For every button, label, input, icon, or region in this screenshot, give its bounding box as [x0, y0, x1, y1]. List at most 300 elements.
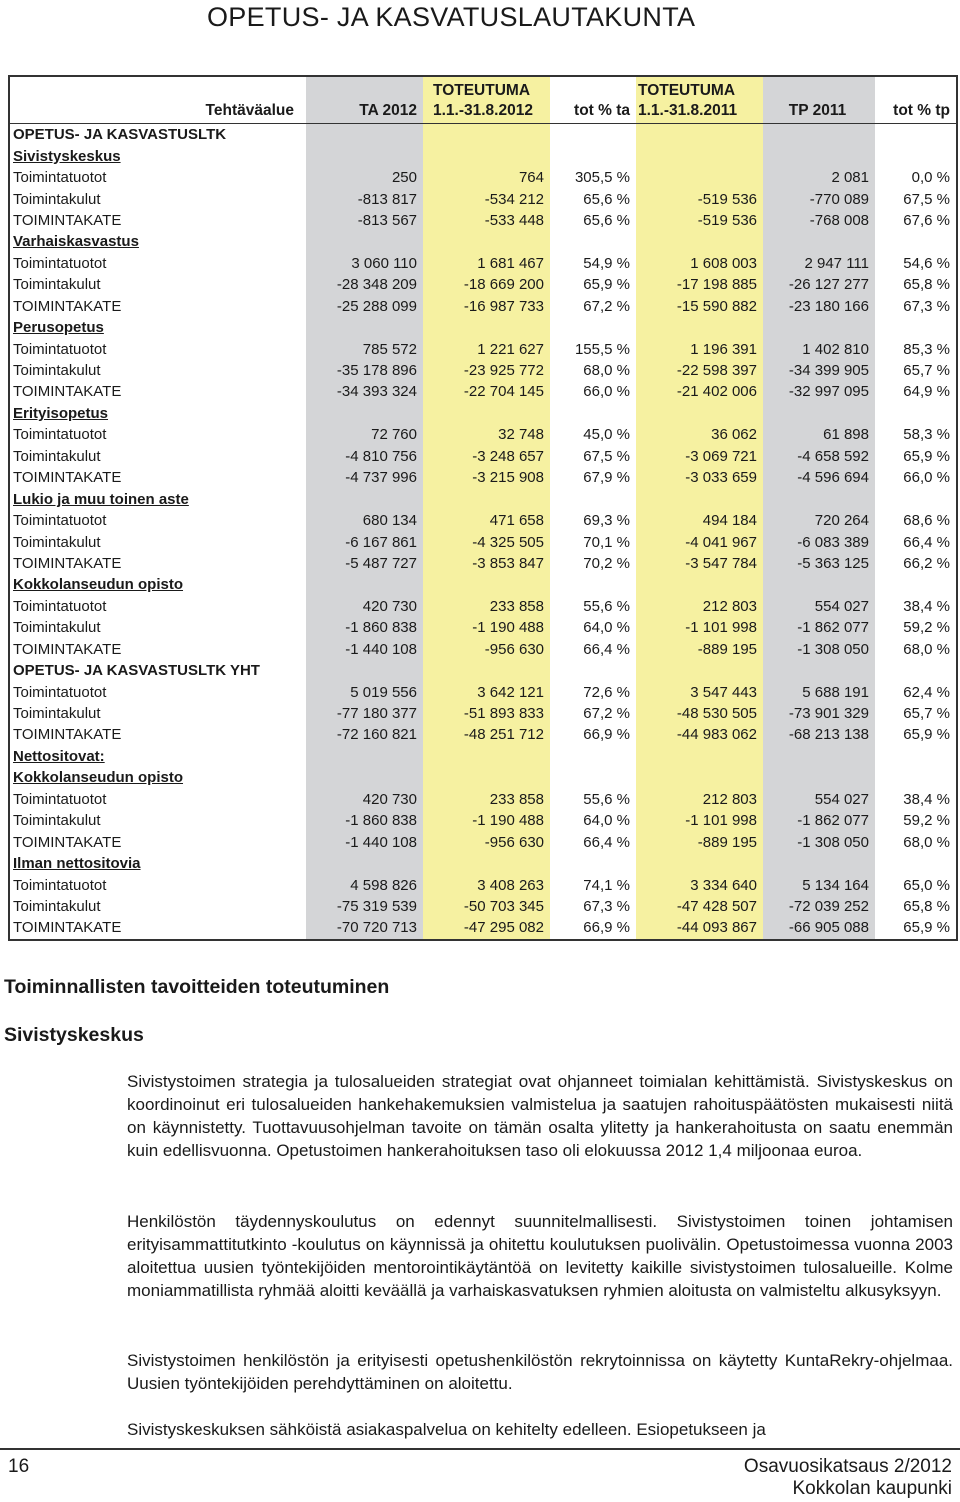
cell-tot-pct-tp [875, 145, 957, 166]
cell-tot-pct-ta: 65,6 % [550, 188, 636, 209]
row-label: Toimintakulut [9, 617, 306, 638]
cell-ta-2012: -77 180 377 [306, 703, 423, 724]
table-row [9, 810, 957, 831]
cell-ta-2012: 72 760 [306, 424, 423, 445]
cell-tot-pct-ta [550, 853, 636, 874]
row-label: TOIMINTAKATE [9, 381, 306, 402]
table-row [9, 188, 957, 209]
cell-toteutuma-2012: 32 748 [423, 424, 550, 445]
cell-tp-2011: 61 898 [763, 424, 875, 445]
section-label: Perusopetus [9, 317, 306, 338]
row-label: TOIMINTAKATE [9, 831, 306, 852]
table-row [9, 338, 957, 359]
header-ta-2012: TA 2012 [306, 76, 423, 124]
cell-toteutuma-2012: -534 212 [423, 188, 550, 209]
row-label: Toimintakulut [9, 188, 306, 209]
cell-tp-2011: -4 596 694 [763, 467, 875, 488]
table-row [9, 467, 957, 488]
page-title: OPETUS- JA KASVATUSLAUTAKUNTA [207, 2, 696, 32]
cell-tot-pct-ta [550, 124, 636, 146]
cell-toteutuma-2011: 36 062 [636, 424, 763, 445]
row-label: Toimintakulut [9, 531, 306, 552]
cell-tot-pct-tp: 85,3 % [875, 338, 957, 359]
cell-tot-pct-ta: 65,9 % [550, 274, 636, 295]
cell-ta-2012: 250 [306, 167, 423, 188]
row-label: TOIMINTAKATE [9, 467, 306, 488]
cell-tot-pct-ta: 74,1 % [550, 874, 636, 895]
cell-tp-2011: 554 027 [763, 789, 875, 810]
cell-tot-pct-ta: 65,6 % [550, 210, 636, 231]
table-row [9, 789, 957, 810]
cell-tot-pct-ta: 64,0 % [550, 617, 636, 638]
section-label: Ilman nettositovia [9, 853, 306, 874]
row-label: Toimintakulut [9, 446, 306, 467]
header-tot-pct-ta: tot % ta [550, 76, 636, 124]
row-label: Toimintatuotot [9, 167, 306, 188]
cell-tot-pct-ta: 67,9 % [550, 467, 636, 488]
cell-toteutuma-2012 [423, 317, 550, 338]
cell-tot-pct-tp: 65,7 % [875, 360, 957, 381]
cell-toteutuma-2012 [423, 145, 550, 166]
header-toteutuma-2011-line2: 1.1.-31.8.2011 [638, 102, 738, 119]
cell-ta-2012 [306, 124, 423, 146]
cell-ta-2012: -6 167 861 [306, 531, 423, 552]
cell-toteutuma-2011: 1 608 003 [636, 253, 763, 274]
cell-toteutuma-2012: -3 215 908 [423, 467, 550, 488]
cell-ta-2012 [306, 403, 423, 424]
header-tehtavaalue: Tehtäväalue [9, 76, 306, 124]
cell-ta-2012: -4 810 756 [306, 446, 423, 467]
cell-ta-2012: 420 730 [306, 596, 423, 617]
cell-ta-2012: -1 440 108 [306, 639, 423, 660]
table-row [9, 446, 957, 467]
cell-toteutuma-2012: -3 853 847 [423, 553, 550, 574]
cell-tp-2011: -26 127 277 [763, 274, 875, 295]
cell-tot-pct-tp: 65,8 % [875, 274, 957, 295]
section-label: Kokkolanseudun opisto [9, 767, 306, 788]
row-label: TOIMINTAKATE [9, 296, 306, 317]
cell-toteutuma-2011: -44 983 062 [636, 724, 763, 745]
cell-tp-2011: -32 997 095 [763, 381, 875, 402]
cell-tot-pct-ta: 155,5 % [550, 338, 636, 359]
row-label: Toimintatuotot [9, 789, 306, 810]
cell-tp-2011 [763, 231, 875, 252]
row-label: Toimintatuotot [9, 874, 306, 895]
cell-tot-pct-ta [550, 145, 636, 166]
cell-ta-2012: -75 319 539 [306, 896, 423, 917]
cell-tot-pct-tp: 66,0 % [875, 467, 957, 488]
cell-tot-pct-tp: 54,6 % [875, 253, 957, 274]
cell-toteutuma-2012 [423, 124, 550, 146]
cell-tp-2011 [763, 767, 875, 788]
cell-tp-2011: -4 658 592 [763, 446, 875, 467]
cell-tp-2011: -66 905 088 [763, 917, 875, 939]
cell-tot-pct-tp [875, 317, 957, 338]
cell-tp-2011 [763, 403, 875, 424]
header-toteutuma-2011 [636, 76, 763, 124]
cell-ta-2012 [306, 746, 423, 767]
cell-ta-2012: -34 393 324 [306, 381, 423, 402]
cell-tp-2011: -6 083 389 [763, 531, 875, 552]
table-section-row [9, 767, 957, 788]
section-label: Kokkolanseudun opisto [9, 574, 306, 595]
cell-toteutuma-2012: -533 448 [423, 210, 550, 231]
table-section-row [9, 145, 957, 166]
cell-tot-pct-tp: 65,8 % [875, 896, 957, 917]
cell-tot-pct-ta [550, 231, 636, 252]
cell-toteutuma-2011 [636, 853, 763, 874]
table-row [9, 510, 957, 531]
table-section-row [9, 124, 957, 146]
row-label: Toimintakulut [9, 360, 306, 381]
cell-toteutuma-2012: -23 925 772 [423, 360, 550, 381]
cell-tot-pct-tp: 38,4 % [875, 596, 957, 617]
row-label: Toimintatuotot [9, 510, 306, 531]
cell-tot-pct-ta [550, 767, 636, 788]
row-label: Toimintakulut [9, 810, 306, 831]
table-row [9, 596, 957, 617]
cell-ta-2012: -25 288 099 [306, 296, 423, 317]
cell-tot-pct-tp: 59,2 % [875, 617, 957, 638]
section-label: Varhaiskasvastus [9, 231, 306, 252]
table-section-row [9, 574, 957, 595]
cell-tp-2011: -34 399 905 [763, 360, 875, 381]
cell-tot-pct-tp: 65,9 % [875, 917, 957, 939]
cell-tp-2011: 5 688 191 [763, 681, 875, 702]
cell-tot-pct-tp [875, 767, 957, 788]
cell-ta-2012: 5 019 556 [306, 681, 423, 702]
cell-tot-pct-tp: 66,4 % [875, 531, 957, 552]
table-row [9, 274, 957, 295]
cell-toteutuma-2011: -1 101 998 [636, 810, 763, 831]
cell-toteutuma-2012: -16 987 733 [423, 296, 550, 317]
cell-tot-pct-ta: 67,2 % [550, 296, 636, 317]
header-toteutuma-2012 [423, 76, 550, 124]
cell-tot-pct-tp [875, 660, 957, 681]
cell-tp-2011: 720 264 [763, 510, 875, 531]
cell-toteutuma-2012: 1 681 467 [423, 253, 550, 274]
cell-tot-pct-tp: 67,3 % [875, 296, 957, 317]
cell-tot-pct-tp: 65,9 % [875, 446, 957, 467]
cell-tp-2011: 2 081 [763, 167, 875, 188]
cell-toteutuma-2011 [636, 231, 763, 252]
cell-ta-2012 [306, 767, 423, 788]
cell-tot-pct-ta: 66,9 % [550, 724, 636, 745]
row-label: Toimintatuotot [9, 424, 306, 445]
cell-toteutuma-2012 [423, 231, 550, 252]
header-tp-2011: TP 2011 [763, 76, 875, 124]
table-row [9, 703, 957, 724]
header-tot-pct-tp: tot % tp [875, 76, 957, 124]
cell-tot-pct-tp: 58,3 % [875, 424, 957, 445]
cell-tot-pct-tp: 68,0 % [875, 639, 957, 660]
cell-toteutuma-2011: 212 803 [636, 789, 763, 810]
row-label: TOIMINTAKATE [9, 724, 306, 745]
table-row [9, 553, 957, 574]
cell-toteutuma-2011: 3 547 443 [636, 681, 763, 702]
cell-ta-2012: -70 720 713 [306, 917, 423, 939]
cell-tp-2011: 5 134 164 [763, 874, 875, 895]
cell-tp-2011: -1 862 077 [763, 810, 875, 831]
cell-tp-2011: -1 308 050 [763, 831, 875, 852]
cell-toteutuma-2012: 3 642 121 [423, 681, 550, 702]
cell-toteutuma-2011: 212 803 [636, 596, 763, 617]
cell-toteutuma-2011: -44 093 867 [636, 917, 763, 939]
cell-tp-2011 [763, 317, 875, 338]
table-row [9, 874, 957, 895]
page-number: 16 [8, 1456, 30, 1477]
cell-ta-2012 [306, 853, 423, 874]
table-row [9, 681, 957, 702]
paragraph: Sivistystoimen strategia ja tulosalueiden strategiat ovat ohjanneet toimialan kehittämistä. Sivistyskeskus on koordinoinut eri tulosalueiden hankehakemuksien valmistelua ja saatujen rahoituspäätösten mukaisesti niitä on käynnistetty. Tuottavuusohjelman tavoite on tämän osalta ylitetty ja hankerahoitusta on saatu enemmän kuin edellisvuonna. Opetustoimen hankerahoituksen taso oli elokuussa 2012 1,4 miljoonaa euroa. [127, 1072, 953, 1160]
paragraph: Henkilöstön täydennyskoulutus on edennyt suunnitelmallisesti. Sivistystoimen toinen johtamisen erityisammattitutkinto -koulutus on käynnissä ja ohitettu koulutuksen puolivälin. Opetustoimessa vuonna 2003 aloitettua uusien työntekijöiden mentorointikäytäntöä on levitetty kaikille sivistystoimen tulosalueille. Kolme moniammatillista ryhmää aloitti keväällä ja varhaiskasvatuksen ryhmien aloitusta on valmisteltu alkusyksyyn. [127, 1212, 953, 1300]
cell-ta-2012 [306, 574, 423, 595]
cell-tp-2011 [763, 853, 875, 874]
header-toteutuma-2012-line1: TOTEUTUMA [433, 82, 531, 99]
cell-ta-2012: -813 817 [306, 188, 423, 209]
cell-tot-pct-tp [875, 574, 957, 595]
cell-tot-pct-ta: 66,4 % [550, 831, 636, 852]
cell-tp-2011: 2 947 111 [763, 253, 875, 274]
cell-tp-2011: -770 089 [763, 188, 875, 209]
cell-tot-pct-tp [875, 231, 957, 252]
section-label: OPETUS- JA KASVASTUSLTK YHT [9, 660, 306, 681]
subsection-heading: Sivistyskeskus [4, 1024, 144, 1046]
table-section-row [9, 660, 957, 681]
cell-tot-pct-tp [875, 853, 957, 874]
table-section-row [9, 403, 957, 424]
cell-tot-pct-ta: 55,6 % [550, 789, 636, 810]
cell-toteutuma-2011 [636, 124, 763, 146]
cell-tot-pct-tp: 64,9 % [875, 381, 957, 402]
cell-toteutuma-2012: -956 630 [423, 639, 550, 660]
cell-tot-pct-ta: 67,5 % [550, 446, 636, 467]
cell-tot-pct-tp: 67,5 % [875, 188, 957, 209]
cell-ta-2012: 3 060 110 [306, 253, 423, 274]
section-label: Sivistyskeskus [9, 145, 306, 166]
cell-ta-2012: 785 572 [306, 338, 423, 359]
cell-ta-2012: -72 160 821 [306, 724, 423, 745]
cell-ta-2012 [306, 488, 423, 509]
cell-tot-pct-ta [550, 403, 636, 424]
cell-toteutuma-2011 [636, 145, 763, 166]
cell-toteutuma-2012: -48 251 712 [423, 724, 550, 745]
table-row [9, 831, 957, 852]
table-row [9, 917, 957, 939]
cell-toteutuma-2011 [636, 767, 763, 788]
cell-tot-pct-ta [550, 488, 636, 509]
cell-tp-2011 [763, 145, 875, 166]
cell-tot-pct-ta: 67,2 % [550, 703, 636, 724]
cell-toteutuma-2011: 1 196 391 [636, 338, 763, 359]
cell-tot-pct-ta [550, 574, 636, 595]
table-row [9, 253, 957, 274]
table-section-row [9, 317, 957, 338]
cell-toteutuma-2012: 1 221 627 [423, 338, 550, 359]
cell-tot-pct-tp [875, 403, 957, 424]
cell-tot-pct-tp: 65,0 % [875, 874, 957, 895]
cell-ta-2012: -35 178 896 [306, 360, 423, 381]
cell-tot-pct-ta [550, 317, 636, 338]
cell-toteutuma-2012 [423, 660, 550, 681]
table-row [9, 617, 957, 638]
cell-toteutuma-2012 [423, 767, 550, 788]
cell-toteutuma-2012 [423, 853, 550, 874]
paragraph: Sivistystoimen henkilöstön ja erityisesti opetushenkilöstön rekrytoinnissa on käytetty KuntaRekry-ohjelmaa. Uusien työntekijöiden perehdyttäminen on aloitettu. [127, 1351, 953, 1393]
cell-toteutuma-2011: -889 195 [636, 639, 763, 660]
cell-toteutuma-2012: -50 703 345 [423, 896, 550, 917]
cell-tot-pct-tp [875, 746, 957, 767]
cell-tp-2011: 1 402 810 [763, 338, 875, 359]
cell-toteutuma-2012: -47 295 082 [423, 917, 550, 939]
cell-toteutuma-2012: -1 190 488 [423, 617, 550, 638]
row-label: TOIMINTAKATE [9, 917, 306, 939]
row-label: Toimintatuotot [9, 338, 306, 359]
header-toteutuma-2012-line2: 1.1.-31.8.2012 [433, 102, 533, 119]
cell-tot-pct-ta: 45,0 % [550, 424, 636, 445]
cell-tp-2011 [763, 746, 875, 767]
cell-tot-pct-tp: 68,6 % [875, 510, 957, 531]
row-label: Toimintatuotot [9, 596, 306, 617]
cell-toteutuma-2011: -48 530 505 [636, 703, 763, 724]
cell-toteutuma-2012 [423, 574, 550, 595]
cell-tot-pct-ta [550, 660, 636, 681]
header-toteutuma-2011-line1: TOTEUTUMA [638, 82, 736, 99]
cell-tp-2011 [763, 660, 875, 681]
cell-toteutuma-2011 [636, 317, 763, 338]
cell-tp-2011: -73 901 329 [763, 703, 875, 724]
cell-tot-pct-ta: 66,0 % [550, 381, 636, 402]
cell-ta-2012: -5 487 727 [306, 553, 423, 574]
table-row [9, 360, 957, 381]
cell-tp-2011: -5 363 125 [763, 553, 875, 574]
cell-toteutuma-2011: -21 402 006 [636, 381, 763, 402]
cell-toteutuma-2011: -519 536 [636, 188, 763, 209]
cell-toteutuma-2012: -4 325 505 [423, 531, 550, 552]
cell-toteutuma-2011 [636, 167, 763, 188]
cell-tp-2011 [763, 574, 875, 595]
cell-tot-pct-tp: 66,2 % [875, 553, 957, 574]
table-row [9, 210, 957, 231]
cell-toteutuma-2012: -956 630 [423, 831, 550, 852]
row-label: Toimintatuotot [9, 253, 306, 274]
cell-tot-pct-ta: 70,2 % [550, 553, 636, 574]
cell-toteutuma-2012 [423, 746, 550, 767]
table-row [9, 381, 957, 402]
table-row [9, 167, 957, 188]
table-section-row [9, 488, 957, 509]
cell-tp-2011: -1 862 077 [763, 617, 875, 638]
row-label: TOIMINTAKATE [9, 553, 306, 574]
cell-tot-pct-ta: 55,6 % [550, 596, 636, 617]
cell-toteutuma-2012: 3 408 263 [423, 874, 550, 895]
cell-tot-pct-tp: 68,0 % [875, 831, 957, 852]
cell-toteutuma-2011: -519 536 [636, 210, 763, 231]
table-row [9, 724, 957, 745]
cell-toteutuma-2011 [636, 488, 763, 509]
cell-tot-pct-tp: 59,2 % [875, 810, 957, 831]
cell-toteutuma-2012 [423, 488, 550, 509]
cell-toteutuma-2012: 471 658 [423, 510, 550, 531]
cell-tot-pct-ta: 305,5 % [550, 167, 636, 188]
cell-tp-2011: -23 180 166 [763, 296, 875, 317]
cell-toteutuma-2011: -3 069 721 [636, 446, 763, 467]
cell-toteutuma-2011: -47 428 507 [636, 896, 763, 917]
cell-tot-pct-ta: 72,6 % [550, 681, 636, 702]
paragraph: Sivistyskeskuksen sähköistä asiakaspalvelua on kehitelty edelleen. Esiopetukseen ja [127, 1420, 766, 1439]
cell-toteutuma-2011: -4 041 967 [636, 531, 763, 552]
financial-table [8, 75, 958, 941]
cell-tot-pct-ta: 66,9 % [550, 917, 636, 939]
cell-ta-2012: 420 730 [306, 789, 423, 810]
cell-ta-2012: -1 860 838 [306, 617, 423, 638]
cell-toteutuma-2011: -22 598 397 [636, 360, 763, 381]
row-label: Toimintakulut [9, 896, 306, 917]
cell-toteutuma-2011 [636, 746, 763, 767]
cell-toteutuma-2011: -3 547 784 [636, 553, 763, 574]
cell-toteutuma-2011: 3 334 640 [636, 874, 763, 895]
cell-tot-pct-ta: 68,0 % [550, 360, 636, 381]
section-heading: Toiminnallisten tavoitteiden toteutuminen [4, 976, 390, 998]
cell-tot-pct-tp: 62,4 % [875, 681, 957, 702]
cell-toteutuma-2011: -1 101 998 [636, 617, 763, 638]
cell-ta-2012 [306, 231, 423, 252]
cell-ta-2012 [306, 660, 423, 681]
cell-tp-2011: 554 027 [763, 596, 875, 617]
cell-tot-pct-ta: 64,0 % [550, 810, 636, 831]
cell-tp-2011: -1 308 050 [763, 639, 875, 660]
cell-tot-pct-tp: 38,4 % [875, 789, 957, 810]
section-label: Erityisopetus [9, 403, 306, 424]
cell-tot-pct-ta: 70,1 % [550, 531, 636, 552]
row-label: Toimintakulut [9, 703, 306, 724]
row-label: Toimintakulut [9, 274, 306, 295]
row-label: TOIMINTAKATE [9, 210, 306, 231]
cell-toteutuma-2012: 233 858 [423, 789, 550, 810]
cell-tot-pct-tp: 65,7 % [875, 703, 957, 724]
cell-ta-2012 [306, 145, 423, 166]
table-section-row [9, 746, 957, 767]
cell-tot-pct-ta [550, 746, 636, 767]
cell-toteutuma-2011: -889 195 [636, 831, 763, 852]
section-label: OPETUS- JA KASVASTUSLTK [9, 124, 306, 146]
cell-tp-2011: -72 039 252 [763, 896, 875, 917]
cell-toteutuma-2012: 764 [423, 167, 550, 188]
row-label: Toimintatuotot [9, 681, 306, 702]
cell-tot-pct-tp: 0,0 % [875, 167, 957, 188]
table-row [9, 639, 957, 660]
section-label: Lukio ja muu toinen aste [9, 488, 306, 509]
cell-tot-pct-tp [875, 124, 957, 146]
table-section-row [9, 231, 957, 252]
section-label: Nettositovat: [9, 746, 306, 767]
row-label: TOIMINTAKATE [9, 639, 306, 660]
cell-toteutuma-2011 [636, 660, 763, 681]
cell-ta-2012: -28 348 209 [306, 274, 423, 295]
table-row [9, 424, 957, 445]
cell-toteutuma-2012: -22 704 145 [423, 381, 550, 402]
cell-tot-pct-ta: 67,3 % [550, 896, 636, 917]
cell-toteutuma-2011 [636, 403, 763, 424]
cell-toteutuma-2012: -1 190 488 [423, 810, 550, 831]
cell-toteutuma-2011: -17 198 885 [636, 274, 763, 295]
cell-toteutuma-2011: -15 590 882 [636, 296, 763, 317]
cell-toteutuma-2012: -51 893 833 [423, 703, 550, 724]
cell-tp-2011: -68 213 138 [763, 724, 875, 745]
cell-ta-2012: -1 860 838 [306, 810, 423, 831]
cell-toteutuma-2012: 233 858 [423, 596, 550, 617]
cell-toteutuma-2011: -3 033 659 [636, 467, 763, 488]
